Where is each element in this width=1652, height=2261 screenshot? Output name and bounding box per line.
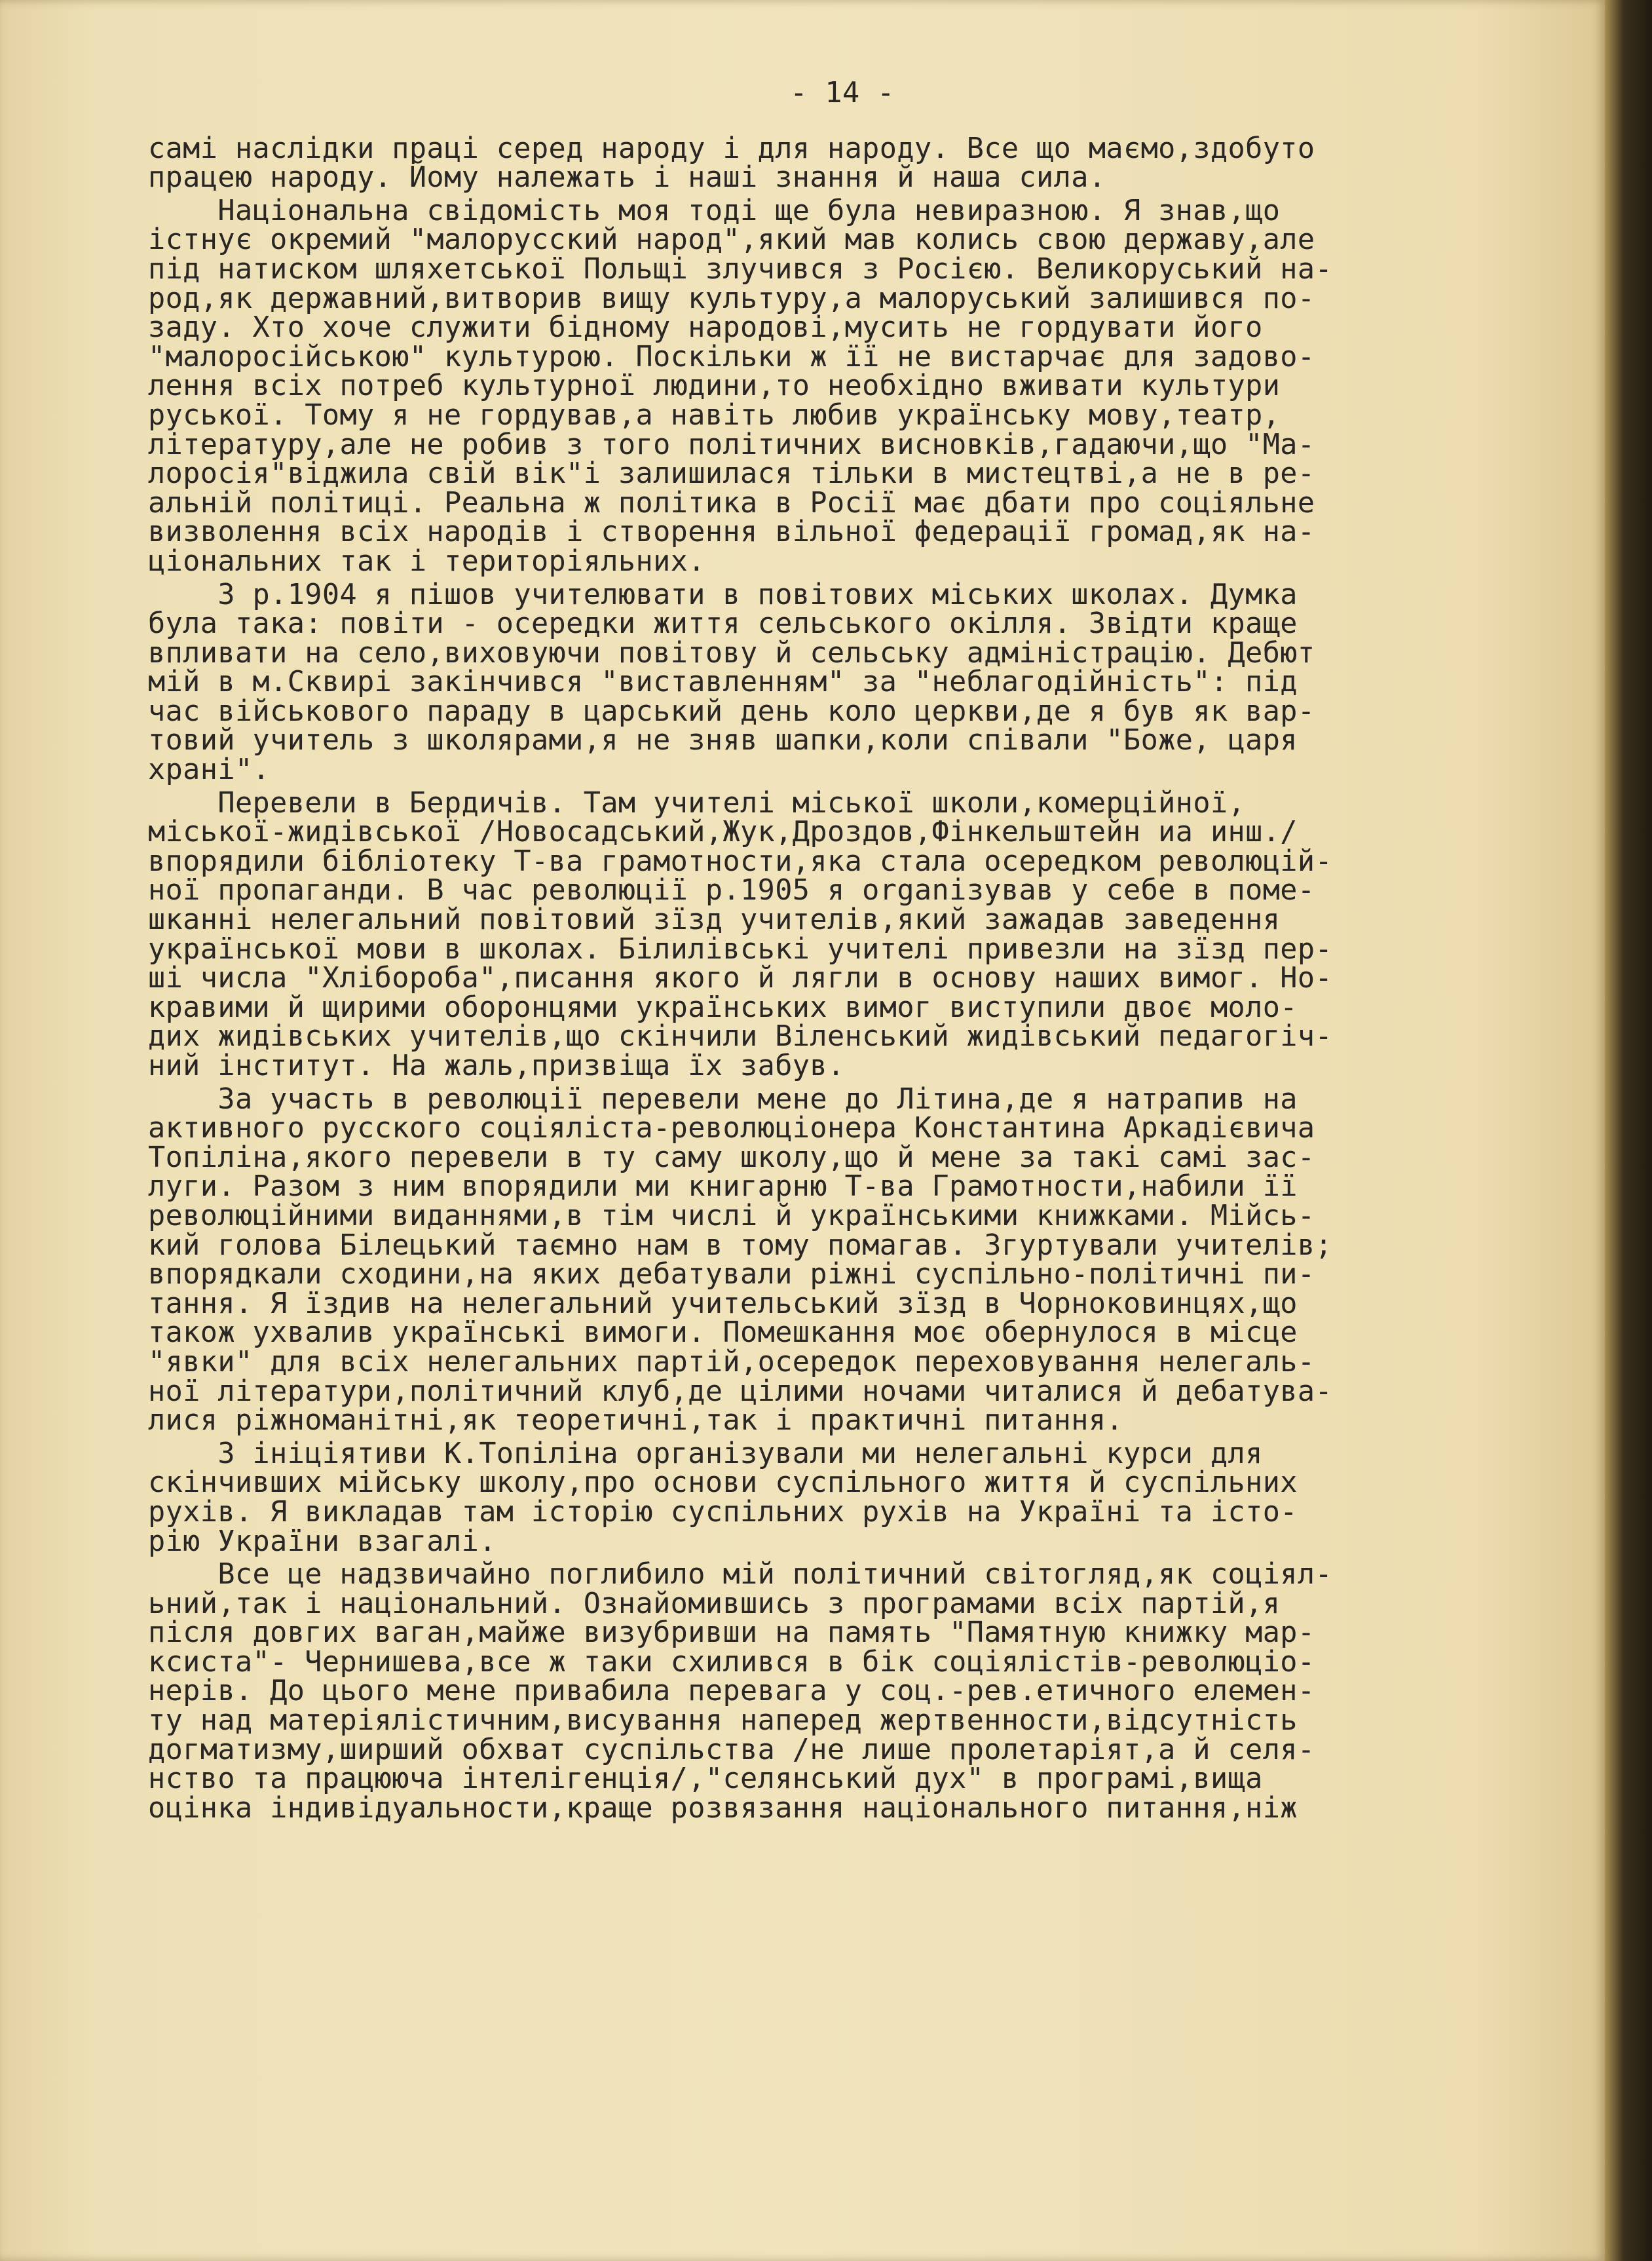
paragraph (148, 1439, 1517, 1556)
text-line: істнує окремий "малорусский народ",який мав колись свою державу,але (148, 223, 1315, 257)
text-line: руської. Тому я не гордував,а навіть любив українську мову,театр, (148, 398, 1281, 432)
text-line: української мови в школах. Білилівські учителі привезли на зїзд пер- (148, 932, 1333, 966)
typed-text-body (148, 79, 1517, 1827)
text-line: шканні нелегальний повітовий зїзд учителів,який зажадав заведення (148, 903, 1281, 937)
text-line: рію України взагалі. (148, 1525, 497, 1558)
text-line: лення всіх потреб культурної людини,то необхідно вживати культури (148, 370, 1281, 403)
text-line: працею народу. Йому належать і наші знання й наша сила. (148, 161, 1106, 195)
text-line: самі наслідки праці серед народу і для народу. Все що маємо,здобуто (148, 132, 1315, 165)
text-line: дих жидівських учителів,що скінчили Віленський жидівський педагогіч- (148, 1020, 1333, 1054)
paragraph (148, 580, 1517, 785)
text-line: ціональних так і територіяльних. (148, 544, 705, 578)
text-line: нство та працююча інтелігенція/,"селянський дух" в програмі,вища (148, 1762, 1263, 1796)
text-line: час військового параду в царський день коло церкви,де я був як вар- (148, 694, 1315, 728)
text-line: альній політиці. Реальна ж політика в Росії має дбати про соціяльне (148, 486, 1315, 520)
text-line: ної літератури,політичний клуб,де цілими ночами читалися й дебатува- (148, 1375, 1333, 1408)
text-line: ний інститут. На жаль,призвіща їх забув. (148, 1050, 845, 1082)
text-line: лоросія"віджила свій вік"і залишилася тільки в мистецтві,а не в ре- (148, 457, 1315, 491)
text-line: була така: повіти - осередки життя сельського окілля. Звідти краще (148, 607, 1298, 641)
text-line: тання. Я їздив на нелегальний учительський зїзд в Чорноковинцях,що (148, 1287, 1298, 1320)
text-line: мій в м.Сквирі закінчився "виставленням" за "неблагодійність": під (148, 666, 1298, 699)
paragraph (148, 134, 1517, 193)
text-line: впорядкали сходини,на яких дебатували ріжні суспільно-політичні пи- (148, 1258, 1315, 1291)
paragraph (148, 1560, 1517, 1823)
paragraph (148, 786, 1517, 1082)
text-line: впливати на село,виховуючи повітову й сельську адміністрацію. Дебют (148, 636, 1315, 670)
text-line: храні". (148, 753, 271, 787)
text-line: ьний,так і національний. Ознайомившись з програмами всіх партій,я (148, 1587, 1281, 1620)
text-line: під натиском шляхетської Польщі злучився з Росією. Великоруський на- (148, 252, 1333, 286)
text-line: Національна свідомість моя тоді ще була невиразною. Я знав,що (148, 194, 1281, 227)
paragraphs-container (148, 134, 1517, 1823)
text-line: "явки" для всіх нелегальних партій,осередок переховування нелегаль- (148, 1345, 1315, 1378)
text-line: ксиста"- Чернишева,все ж таки схилився в бік соціялістів-революціо- (148, 1645, 1315, 1679)
text-line: ші числа "Хлібороба",писання якого й лягли в основу наших вимог. Но- (148, 962, 1333, 995)
text-line: нерів. До цього мене привабила перевага у соц.-рев.етичного елемен- (148, 1675, 1315, 1708)
page-binding-edge (1605, 0, 1652, 2261)
text-line: лися ріжноманітні,як теоретичні,так і практичні питання. (148, 1404, 1123, 1437)
text-line: Топіліна,якого перевели в ту саму школу,що й мене за такі самі зас- (148, 1141, 1315, 1174)
paragraph (148, 1082, 1517, 1437)
text-line: скінчивших мійську школу,про основи суспільного життя й суспільних (148, 1466, 1298, 1500)
text-line: міської-жидівської /Новосадський,Жук,Дроздов,Фінкельштейн иа инш./ (148, 816, 1298, 849)
text-line: ної пропаганди. В час революції р.1905 я organізував у себе в поме- (148, 874, 1315, 907)
text-line: активного русского соціяліста-революціонера Константина Аркадієвича (148, 1112, 1315, 1145)
text-line: літературу,але не робив з того політичних висновків,гадаючи,що "Ма- (148, 428, 1315, 461)
text-line: також ухвалив українські вимоги. Помешкання моє обернулося в місце (148, 1316, 1298, 1350)
text-line: Перевели в Бердичів. Там учителі міської школи,комерційної, (148, 786, 1246, 820)
text-line: революційними виданнями,в тім числі й українськими книжками. Мійсь- (148, 1199, 1315, 1232)
text-line: луги. Разом з ним впорядили ми книгарню Т-ва Грамотности,набили її (148, 1170, 1298, 1204)
text-line: визволення всіх народів і створення вільної федерації громад,як на- (148, 516, 1315, 549)
text-line: Все це надзвичайно поглибило мій політичний світогляд,як соціял- (148, 1558, 1333, 1591)
text-line: "малоросійською" культурою. Поскільки ж її не вистарчає для задово- (148, 340, 1315, 373)
text-line: рухів. Я викладав там історію суспільних рухів на Україні та істо- (148, 1495, 1298, 1529)
text-line: З ініціятиви К.Топіліна організували ми нелегальні курси для (148, 1437, 1263, 1470)
text-line: ту над матеріялістичним,висування наперед жертвенности,відсутність (148, 1704, 1298, 1738)
text-line: впорядили бібліотеку Т-ва грамотности,яка стала осередком революцій- (148, 845, 1333, 878)
text-line: род,як державний,витворив вищу культуру,а малоруський залишився по- (148, 282, 1315, 315)
text-line: заду. Хто хоче служити бідному народові,мусить не гордувати його (148, 311, 1263, 345)
text-line: оцінка індивідуальности,краще розвязання національного питання,ніж (148, 1791, 1298, 1825)
text-line: товий учитель з школярами,я не зняв шапки,коли співали "Боже, царя (148, 724, 1298, 757)
text-line: За участь в революції перевели мене до Літина,де я натрапив на (148, 1082, 1298, 1116)
paragraph (148, 194, 1517, 578)
text-line: після довгих ваган,майже визубривши на память "Памятную книжку мар- (148, 1616, 1315, 1650)
text-line: кравими й щирими оборонцями українських вимог виступили двоє моло- (148, 991, 1298, 1024)
page-number: - 14 - (790, 77, 895, 109)
text-line: З р.1904 я пішов учителювати в повітових міських школах. Думка (148, 578, 1298, 611)
text-line: догматизму,ширший обхват суспільства /не лише пролетаріят,а й селя- (148, 1733, 1315, 1766)
text-line: кий голова Білецький таємно нам в тому помагав. Згуртували учителів; (148, 1228, 1333, 1262)
